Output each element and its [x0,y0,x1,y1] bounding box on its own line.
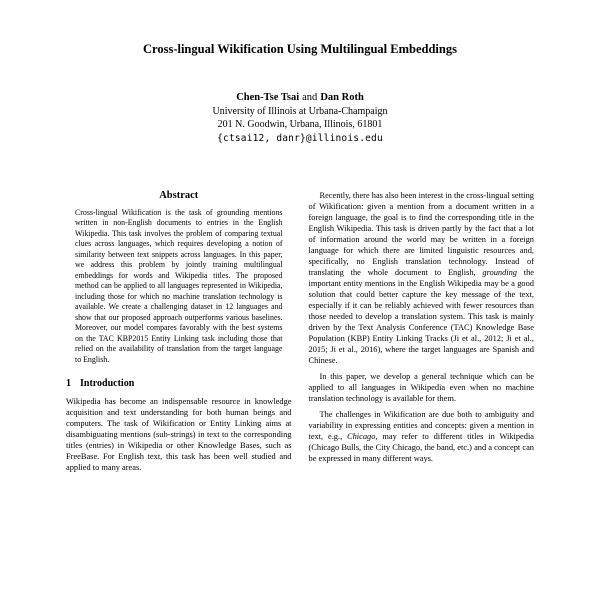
right-paragraph-3-italic-term: Chicago [347,431,376,441]
address: 201 N. Goodwin, Urbana, Illinois, 61801 [217,118,383,130]
abstract-text: Cross-lingual Wikification is the task of grounding mentions written in non-English documents to entries in the English Wikipedia. This task involves the problem of comparing textual clues across languages, which requires developing a notion of similarity between text snippets across languages. In this paper, we address this problem by jointly training multilingual embeddings for words and Wikipedia titles. The proposed method can be applied to all languages represented in Wikipedia, including those for which no machine translation technology is available. We create a challenging dataset in 12 languages and show that our proposed approach outperforms various baselines. Moreover, our model compares favorably with the best systems on the TAC KBP2015 Entity Linking task including those that relied on the availability of translation from the target language to English. [75,207,283,364]
author-2: Dan Roth [320,91,364,103]
right-column [309,190,535,479]
author-separator: and [302,91,318,103]
two-column-body [66,190,534,479]
section-heading-introduction [66,378,292,389]
paper-title: Cross-lingual Wikification Using Multilingual Embeddings [143,42,457,56]
author-line [66,92,534,103]
author-1: Chen-Tse Tsai [236,91,300,103]
abstract-heading: Abstract [159,189,199,201]
right-paragraph-1 [309,190,535,366]
right-paragraph-1-text-a: Recently, there has also been interest in the cross-lingual setting of Wikification: given a mention from a document written in a foreign language, the goal is to find the corresponding title in the English Wikipedia. This task is driven partly by the fact that a lot of information around the world may be written in a foreign language for which there are limited linguistic resources and, specifically, no English translation technology. Instead of translating the whole document to English, [308,190,534,277]
right-paragraph-3-text-a: The challenges in Wikification are due both to ambiguity and variability in expressing entities and concepts: given a mention in text, e.g., [308,409,534,441]
right-paragraph-3-text-b: , may refer to different titles in Wikipedia (Chicago Bulls, the City Chicago, the band, etc.) and a concept can be expressed in many different ways. [308,431,535,463]
right-paragraph-1-text-b: the important entity mentions in the English Wikipedia may be a good solution that could better capture the key message of the text, especially if it can be reliably achieved with fewer resources than those needed to develop a translation system. This task is mainly driven by the Text Analysis Conference (TAC) Knowledge Base Population (KBP) Entity Linking Tracks (Ji et al., 2012; Ji et al., 2015; Ji et al., 2016), where the target languages are Spanish and Chinese. [308,267,535,365]
left-column [66,190,292,479]
right-paragraph-2: In this paper, we develop a general technique which can be applied to all languages in Wikipedia even when no machine translation technology is available for them. [308,371,534,403]
right-paragraph-3 [309,409,535,464]
affiliation: University of Illinois at Urbana-Champaign [212,105,388,117]
introduction-paragraph: Wikipedia has become an indispensable resource in knowledge acquisition and text understanding for both human beings and computers. The task of Wikification or Entity Linking aims at disambiguating mentions (sub-strings) in text to the corresponding titles (entries) in Wikipedia or other Knowledge Bases, such as FreeBase. For English text, this task has been well studied and applied to many areas. [66,397,292,473]
right-paragraph-1-italic-term: grounding [482,267,517,277]
author-block [66,92,534,144]
section-number: 1 [66,378,71,390]
section-title: Introduction [80,378,135,390]
email: {ctsai12, danr}@illinois.edu [217,132,383,144]
